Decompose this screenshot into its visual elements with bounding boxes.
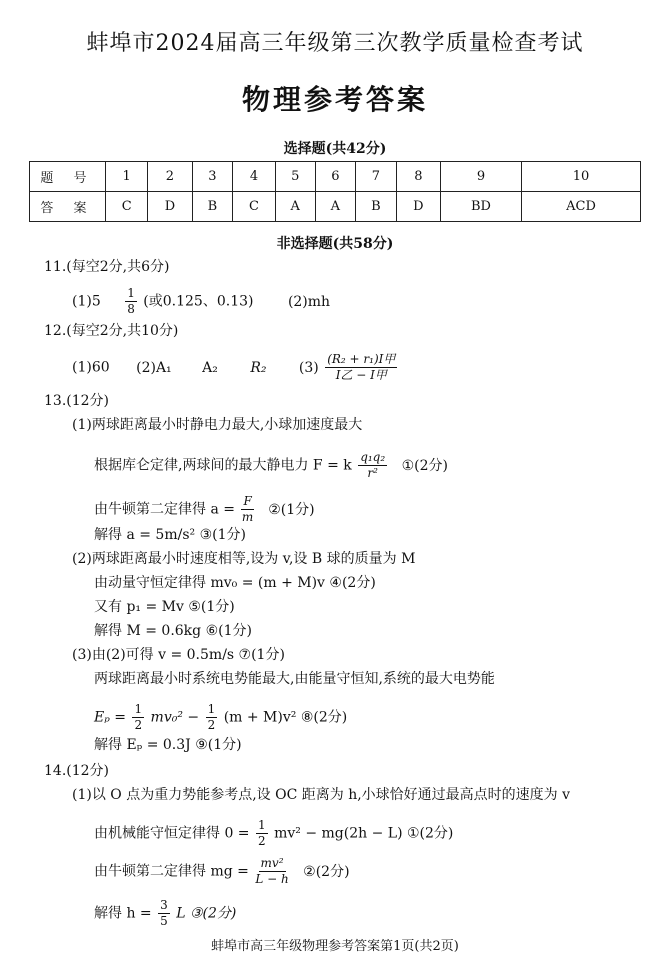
q13-line-10: 两球距离最小时系统电势能最大,由能量守恒知,系统的最大电势能 <box>94 671 495 687</box>
answer-cell: A <box>315 192 355 222</box>
q13-line-6: 由动量守恒定律得 mv₀ = (m + M)v ④(2分) <box>94 575 376 591</box>
q14-line-2-text: 由机械能守恒定律得 0 = <box>94 825 250 842</box>
question-number: 8 <box>396 162 440 192</box>
fraction-denominator: L − h <box>255 872 289 886</box>
answer-cell: B <box>192 192 233 222</box>
q12-fraction <box>325 352 397 383</box>
centripetal-fraction <box>255 856 288 887</box>
fraction-numerator: 1 <box>258 818 266 832</box>
score-mark: ②(1分) <box>268 501 315 518</box>
exam-title: 蚌埠市2024届高三年级第三次教学质量检查考试 <box>86 31 584 56</box>
half-fraction <box>256 818 268 849</box>
fraction-numerator: (R₂ + r₁)I甲 <box>327 352 396 366</box>
fraction-denominator: 2 <box>134 718 143 732</box>
q11-heading: 11.(每空2分,共6分) <box>44 259 170 275</box>
q12-part3-label: (3) <box>298 359 319 376</box>
q13-line-3 <box>94 494 315 525</box>
half-fraction <box>132 702 144 733</box>
fraction-denominator: I乙 − I甲 <box>335 368 387 382</box>
q14-line-1: (1)以 O 点为重力势能参考点,设 OC 距离为 h,小球恰好通过最高点时的速度为 v <box>72 787 571 803</box>
fraction-numerator: F <box>243 494 252 508</box>
question-number: 9 <box>440 162 521 192</box>
coulomb-fraction <box>358 450 387 481</box>
answer-cell: A <box>275 192 315 222</box>
question-number: 6 <box>315 162 355 192</box>
q13-line-4: 解得 a = 5m/s² ③(1分) <box>94 527 246 543</box>
fraction-numerator: mv² <box>260 856 284 870</box>
q13-line-2-text: 根据库仑定律,两球间的最大静电力 F = k <box>94 457 352 474</box>
question-number: 7 <box>355 162 396 192</box>
answer-cell: D <box>396 192 440 222</box>
q13-line-1: (1)两球距离最小时静电力最大,小球加速度最大 <box>72 417 363 433</box>
q12-heading: 12.(每空2分,共10分) <box>44 323 179 339</box>
q13-line-7: 又有 p₁ = Mv ⑤(1分) <box>94 599 235 615</box>
q11-part2: (2)mh <box>287 293 331 310</box>
fraction-numerator: 3 <box>160 898 168 912</box>
answer-cell: B <box>355 192 396 222</box>
q13-line-8: 解得 M = 0.6kg ⑥(1分) <box>94 623 252 639</box>
row-label-numbers: 题 号 <box>30 162 106 192</box>
fraction-denominator: 5 <box>160 914 168 928</box>
fraction-numerator: 1 <box>207 702 216 716</box>
fraction-denominator: 2 <box>258 834 266 848</box>
q14-line-2-rest: mv² − mg(2h − L) ①(2分) <box>274 825 454 842</box>
fraction-numerator: q₁q₂ <box>360 450 386 464</box>
q11-fraction <box>125 286 137 317</box>
choice-section-heading: 选择题(共42分) <box>283 141 387 157</box>
q14-line-4-text: 解得 h = <box>94 905 152 922</box>
q14-line-2 <box>94 818 453 849</box>
half-fraction <box>206 702 218 733</box>
question-number: 2 <box>148 162 192 192</box>
q13-line-5: (2)两球距离最小时速度相等,设为 v,设 B 球的质量为 M <box>72 551 416 567</box>
fraction-numerator: 1 <box>134 702 143 716</box>
q12-part2-c: R₂ <box>250 359 267 376</box>
q11-alternative: (或0.125、0.13) <box>143 293 254 310</box>
question-number: 4 <box>233 162 275 192</box>
q11-answer-line <box>72 286 330 317</box>
answer-cell: D <box>148 192 192 222</box>
page-footer: 蚌埠市高三年级物理参考答案第1页(共2页) <box>211 939 459 954</box>
q14-line-3 <box>94 856 350 887</box>
q14-line-3-text: 由牛顿第二定律得 mg = <box>94 863 249 880</box>
q14-heading: 14.(12分) <box>44 763 110 779</box>
question-number: 1 <box>106 162 148 192</box>
q13-line-9: (3)由(2)可得 v = 0.5m/s ⑦(1分) <box>72 647 285 663</box>
fraction-denominator: 8 <box>127 302 135 316</box>
answer-cell: ACD <box>522 192 641 222</box>
answer-cell: C <box>233 192 275 222</box>
q14-line-4-rest: L ③(2分) <box>176 905 237 922</box>
fraction-numerator: 1 <box>127 286 135 300</box>
newton-fraction <box>241 494 253 525</box>
q13-line-11-b: mv₀² − <box>150 709 200 726</box>
question-number: 5 <box>275 162 315 192</box>
table-row-numbers <box>30 162 641 192</box>
row-label-answers: 答 案 <box>30 192 106 222</box>
q13-line-2 <box>94 450 448 481</box>
answer-cell: BD <box>440 192 521 222</box>
q11-part1: (1)5 <box>72 293 101 310</box>
fraction-denominator: m <box>241 510 254 524</box>
q13-line-12: 解得 Eₚ = 0.3J ⑨(1分) <box>94 737 242 753</box>
q12-part2: (2)A₁ <box>136 359 172 376</box>
q14-line-4 <box>94 898 236 929</box>
q13-heading: 13.(12分) <box>44 393 110 409</box>
q13-line-11-c: (m + M)v² ⑧(2分) <box>223 709 348 726</box>
document-subtitle: 物理参考答案 <box>241 83 428 116</box>
answer-table <box>29 161 641 222</box>
score-mark: ①(2分) <box>401 457 449 474</box>
three-fifths-fraction <box>158 898 170 929</box>
q12-part2-b: A₂ <box>202 359 218 376</box>
table-row-answers <box>30 192 641 222</box>
answer-cell: C <box>106 192 148 222</box>
score-mark: ②(2分) <box>303 863 350 880</box>
q13-line-11 <box>94 702 347 733</box>
q13-line-11-a: Eₚ = <box>94 709 126 726</box>
fraction-denominator: 2 <box>207 718 216 732</box>
fraction-denominator: r² <box>367 466 378 480</box>
q12-part1: (1)60 <box>72 359 110 376</box>
q13-line-3-text: 由牛顿第二定律得 a = <box>94 501 235 518</box>
question-number: 3 <box>192 162 233 192</box>
nonchoice-section-heading: 非选择题(共58分) <box>276 236 394 252</box>
question-number: 10 <box>522 162 641 192</box>
q12-answer-line <box>72 352 399 383</box>
